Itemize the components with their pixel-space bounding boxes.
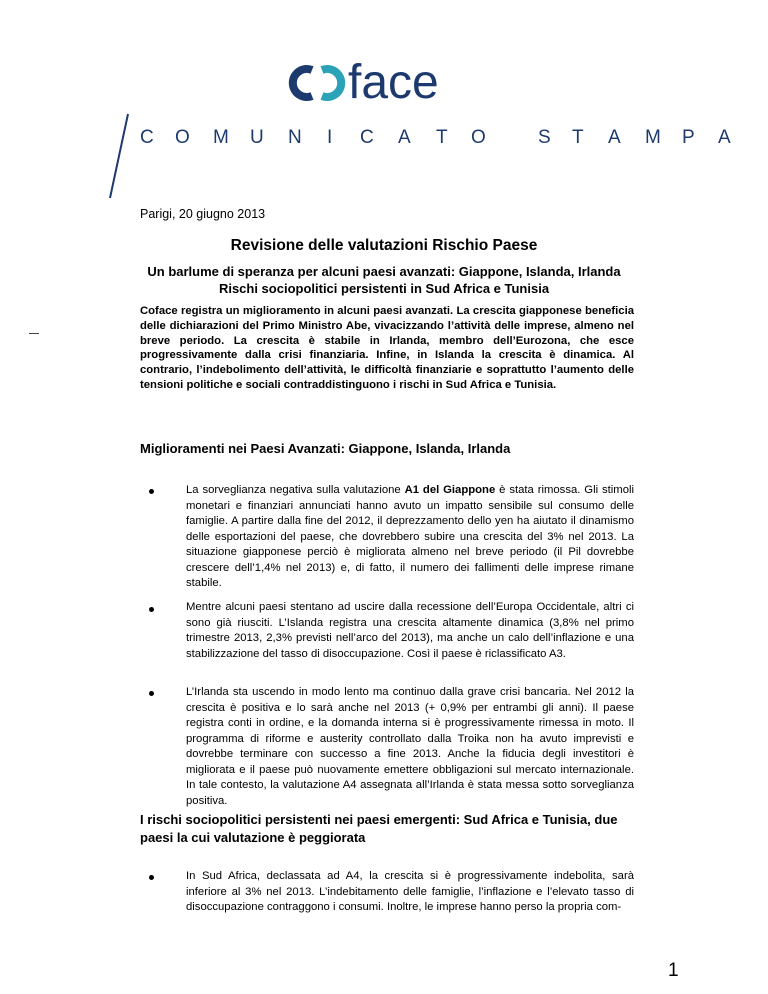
banner-letter: N xyxy=(288,127,302,148)
banner-letter: A xyxy=(398,127,411,148)
banner-letter: M xyxy=(645,127,661,148)
section-heading: I rischi sociopolitici persistenti nei paesi emergenti: Sud Africa e Tunisia, due paesi la cui valutazione è peggiorata xyxy=(140,812,618,845)
banner-letter: I xyxy=(327,127,333,148)
banner-letter: U xyxy=(250,127,264,148)
banner-letter: T xyxy=(572,127,584,148)
banner-letter: A xyxy=(718,127,731,148)
subtitle xyxy=(140,263,628,297)
bullet-icon xyxy=(149,875,154,880)
banner-letter: S xyxy=(538,127,551,148)
coface-logo xyxy=(288,48,480,110)
banner-letter: P xyxy=(682,127,695,148)
bullet-ireland: L’Irlanda sta uscendo in modo lento ma continuo dalla grave crisi bancaria. Nel 2012 la crescita è positiva e lo sarà anche nel 2013 (+ 0,9% per entrambi gli anni). Il paese registra conti in ordine, e la domanda interna si è progressivamente rimessa in moto. Il programma di riforme e austerity controllato dalla Troika non ha avuto imprevisti e dovrebbe terminare con successo a fine 2013. Anche la fiducia degli investitori è migliorata e il paese può nuovamente emettere obbligazioni sul mercato internazionale. In tale contesto, la valutazione A4 assegnata all’Irlanda è stata messa sotto sorveglianza positiva. xyxy=(186,686,634,807)
banner-letter: O xyxy=(471,127,486,148)
subtitle-line: Rischi sociopolitici persistenti in Sud Africa e Tunisia xyxy=(218,281,550,296)
banner-letter: M xyxy=(213,127,229,148)
logo-wordmark: face xyxy=(348,56,439,109)
banner-letter: C xyxy=(140,127,154,148)
banner-letter: A xyxy=(608,127,621,148)
banner-letter: O xyxy=(175,127,190,148)
dateline: Parigi, 20 giugno 2013 xyxy=(140,207,266,221)
bullet-japan xyxy=(186,483,634,592)
banner-letter: T xyxy=(436,127,448,148)
decorative-slash xyxy=(106,112,132,200)
intro-paragraph: Coface registra un miglioramento in alcuni paesi avanzati. La crescita giapponese beneficia delle dichiarazioni del Primo Ministro Abe, vivacizzando l’attività delle imprese, almeno nel breve periodo. La crescita è stabile in Irlanda, membro dell’Eurozona, che esce progressivamente dalla crisi finanziaria. Infine, in Islanda la crescita è dinamica. Al contrario, l’indebolimento dell’attività, le difficoltà finanziarie e soprattutto l’aumento delle tensioni politiche e sociali contraddistinguono i rischi in Sud Africa e Tunisia. xyxy=(140,305,634,391)
bullet-text: è stata rimossa. Gli stimoli monetari e finanziari annunciati hanno avuto un impatto sensibile sul consumo delle famiglie. A partire dalla fine del 2012, il deprezzamento dello yen ha aiutato il dinamismo delle esportazioni del paese, che dovrebbero subire una crescita del 3% nel 2013. La situazione giapponese perciò è migliorata almeno nel breve periodo (il Pil dovrebbe crescere dell’1,4% nel 2013) e, di fatto, il numero dei fallimenti delle imprese rimane stabile. xyxy=(186,484,634,589)
bullet-icon xyxy=(149,489,154,494)
bullet-icon xyxy=(149,607,154,612)
page-title: Revisione delle valutazioni Rischio Paese xyxy=(230,237,538,254)
bullet-iceland: Mentre alcuni paesi stentano ad uscire dalla recessione dell’Europa Occidentale, altri ci sono già riusciti. L’Islanda registra una crescita altamente dinamica (3,8% nel primo trimestre 2013, 2,3% previsti nell’arco del 2013), ma anche un calo dell’inflazione e una stabilizzazione del tasso di disoccupazione. Così il paese è riclassificato A3. xyxy=(186,601,634,660)
section-heading: Miglioramenti nei Paesi Avanzati: Giappone, Islanda, Irlanda xyxy=(140,441,511,456)
bullet-icon xyxy=(149,691,154,696)
bullet-emphasis: A1 del Giappone xyxy=(404,484,496,496)
bullet-text: La sorveglianza negativa sulla valutazione xyxy=(186,484,405,496)
margin-mark xyxy=(29,333,39,334)
bullet-south-africa: In Sud Africa, declassata ad A4, la crescita si è progressivamente indebolita, sarà inferiore al 3% nel 2013. L’indebitamento delle famiglie, l’inflazione e l’elevato tasso di disoccupazione contraggono i consumi. Inoltre, le imprese hanno perso la propria com- xyxy=(186,870,634,913)
banner-letter: C xyxy=(360,127,374,148)
page-number: 1 xyxy=(668,960,679,981)
subtitle-line: Un barlume di speranza per alcuni paesi avanzati: Giappone, Islanda, Irlanda xyxy=(147,264,621,279)
